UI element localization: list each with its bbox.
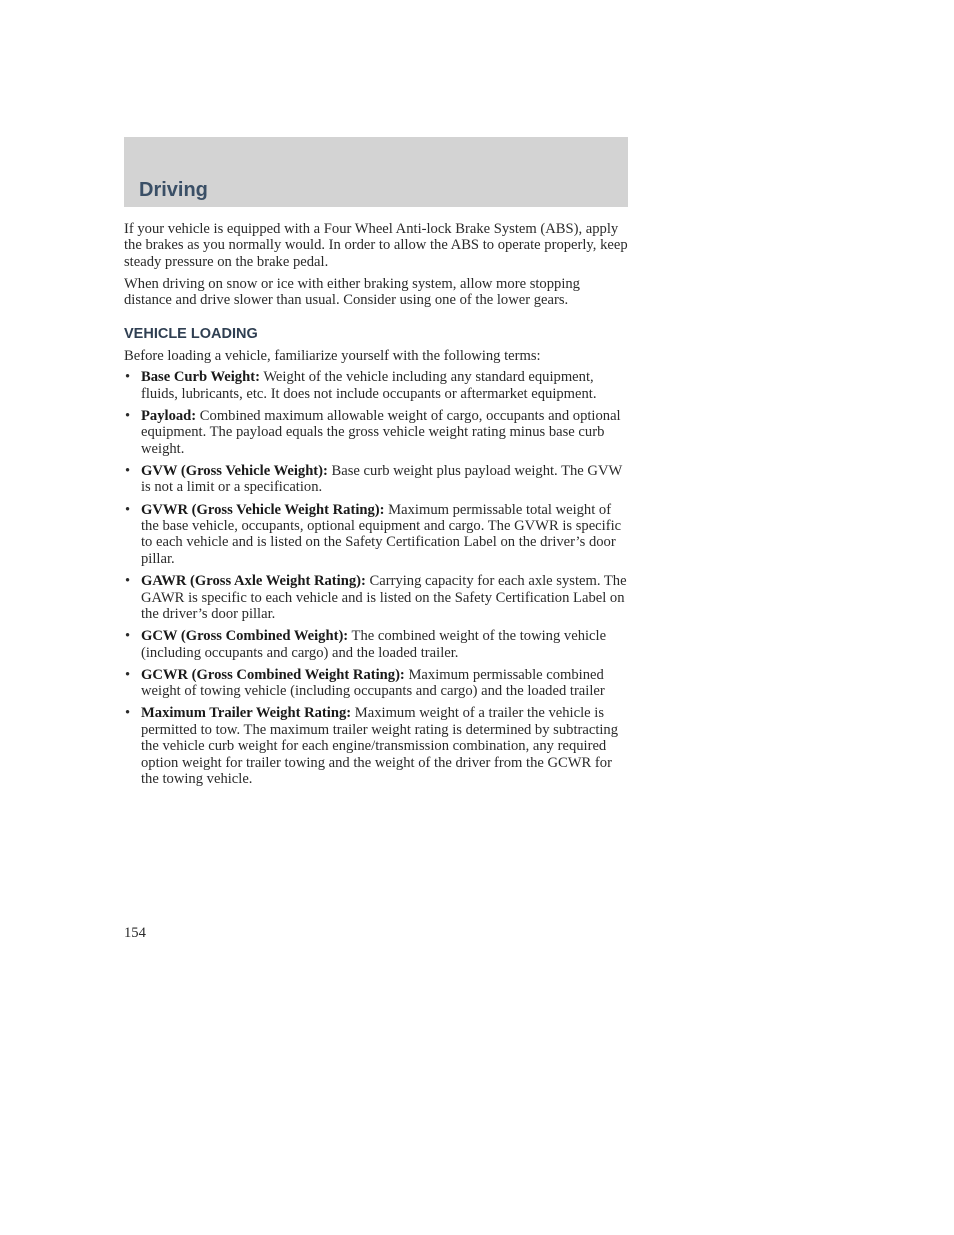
list-item [124, 573, 630, 622]
term-label: GCW (Gross Combined Weight): [141, 628, 349, 645]
term-label: Base Curb Weight: [141, 369, 260, 386]
term-definition: Carrying capacity for each axle system. The GAWR is specific to each vehicle and is listed on the Safety Certification Label on the driver’s door pillar. [141, 573, 627, 622]
bullet-icon: • [125, 666, 131, 683]
list-item [124, 628, 630, 661]
term-definition: Maximum permissable total weight of the base vehicle, occupants, optional equipment and cargo. The GVWR is specific to each vehicle and is listed on the Safety Certification Label on the driver’s door pillar. [141, 501, 622, 567]
paragraph-abs: If your vehicle is equipped with a Four Wheel Anti-lock Brake System (ABS), apply the brakes as you normally would. In order to allow the ABS to operate properly, keep steady pressure on the brake pedal. [124, 221, 628, 270]
bullet-icon: • [125, 463, 131, 480]
page-content [124, 221, 630, 793]
section-heading: VEHICLE LOADING [124, 325, 258, 342]
page-number: 154 [124, 925, 146, 941]
list-item [124, 667, 630, 700]
list-item [124, 502, 630, 568]
bullet-icon: • [125, 369, 131, 386]
page-title: Driving [139, 179, 208, 201]
term-label: GVWR (Gross Vehicle Weight Rating): [141, 501, 385, 518]
section-intro: Before loading a vehicle, familiarize yourself with the following terms: [124, 347, 541, 364]
term-label: Payload: [141, 408, 197, 425]
term-label: GCWR (Gross Combined Weight Rating): [141, 666, 405, 683]
term-label: Maximum Trailer Weight Rating: [141, 705, 352, 722]
term-label: GAWR (Gross Axle Weight Rating): [141, 573, 366, 590]
bullet-icon: • [125, 573, 131, 590]
term-definition: Maximum permissable combined weight of towing vehicle (including occupants and cargo) and the loaded trailer [141, 666, 605, 700]
term-definition: Maximum weight of a trailer the vehicle is permitted to tow. The maximum trailer weight rating is determined by subtracting the vehicle curb weight for each engine/transmission combination, any required option weight for trailer towing and the weight of the driver from the GCWR for the towing vehicle. [141, 705, 619, 787]
paragraph-snow-ice: When driving on snow or ice with either braking system, allow more stopping distance and drive slower than usual. Consider using one of the lower gears. [124, 275, 580, 309]
section-header-bar [124, 137, 628, 207]
list-item [124, 369, 630, 402]
list-item [124, 705, 630, 787]
list-item [124, 463, 630, 496]
term-definition: The combined weight of the towing vehicle (including occupants and cargo) and the loaded trailer. [141, 628, 607, 661]
bullet-icon: • [125, 408, 131, 425]
bullet-icon: • [125, 705, 131, 722]
bullet-icon: • [125, 501, 131, 518]
term-definition: Weight of the vehicle including any standard equipment, fluids, lubricants, etc. It does not include occupants or aftermarket equipment. [141, 369, 597, 402]
terms-list [124, 369, 630, 787]
list-item [124, 408, 630, 457]
term-definition: Base curb weight plus payload weight. The GVW is not a limit or a specification. [141, 463, 623, 496]
term-definition: Combined maximum allowable weight of cargo, occupants and optional equipment. The payload equals the gross vehicle weight rating minus base curb weight. [141, 408, 621, 457]
term-label: GVW (Gross Vehicle Weight): [141, 463, 328, 480]
bullet-icon: • [125, 628, 131, 645]
